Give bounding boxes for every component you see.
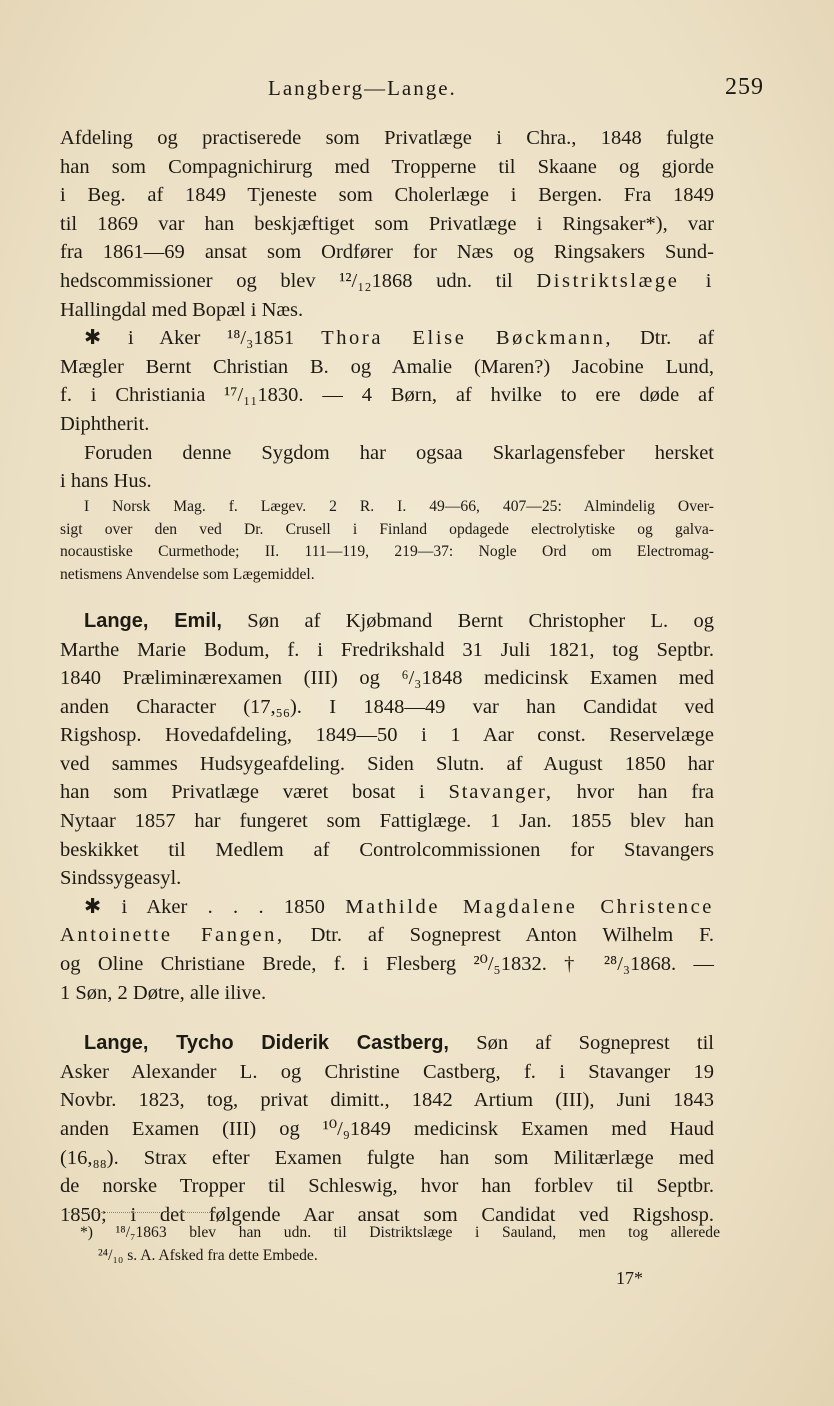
page-number: 259 (725, 74, 764, 100)
spouse-name: Mathilde Magdalene Christence (345, 895, 714, 918)
text-line: fra 1861—69 ansat som Ordfører for Næs og Ringsakers Sund- (60, 241, 714, 264)
references (60, 496, 714, 587)
text-line: Diphtherit. (60, 412, 150, 435)
text-line: beskikket til Medlem af Controlcommissionen for Stavangers (60, 838, 714, 861)
header-title: Langberg—Lange. (268, 76, 457, 100)
entry-name-emil: Lange, Emil, (84, 609, 222, 632)
text-line: Afdeling og practiserede som Privatlæge i Chra., 1848 fulgte (60, 127, 714, 149)
spacer (60, 587, 714, 607)
page-body (60, 124, 714, 1229)
spacer (60, 1007, 714, 1029)
text-line: (16,₈₈). Strax efter Examen fulgte han som Militærlæge med (60, 1146, 714, 1169)
marriage-lead: ✱ i Aker ¹⁸/₃1851 (84, 327, 295, 350)
text-line (60, 267, 714, 296)
text-line: til 1869 var han beskjæftiget som Privatlæge i Ringsaker*), var (60, 212, 714, 235)
text-line: Hallingdal med Bopæl i Næs. (60, 298, 304, 321)
entry-heading-line (60, 1029, 714, 1058)
text-line: Mægler Bernt Christian B. og Amalie (Maren?) Jacobine Lund, (60, 355, 714, 378)
text-line: anden Examen (III) og ¹⁰/₉1849 medicinsk Examen med Haud (60, 1118, 714, 1140)
spouse-name: Thora Elise Bøckmann, (321, 327, 614, 350)
footnote-line: *) ¹⁸/₇1863 blev han udn. til Distriktslæge i Sauland, men tog allerede (80, 1224, 720, 1241)
text-fragment: Søn af Sogneprest til (476, 1032, 715, 1055)
text-line: Sindssygeasyl. (60, 867, 182, 890)
footnote-rule (68, 1212, 218, 1214)
footnote (80, 1222, 720, 1268)
text-line: ved sammes Hudsygeafdeling. Siden Slutn. af August 1850 har (60, 752, 714, 775)
text-line: 1 Søn, 2 Døtre, alle ilive. (60, 981, 267, 1004)
entry-name-tycho: Lange, Tycho Diderik Castberg, (84, 1032, 449, 1055)
text-line: anden Character (17,₅₆). I 1848—49 var han Candidat ved (60, 695, 714, 718)
reference-line: sigt over den ved Dr. Crusell i Finland opdagede electrolytiske og galva- (60, 520, 714, 538)
text-line: 1850; i det følgende Aar ansat som Candidat ved Rigshosp. (60, 1203, 714, 1226)
text-fragment: Dtr. af Sogneprest Anton Wilhelm F. (310, 924, 715, 947)
text-fragment: Dtr. af (639, 327, 715, 350)
text-line: Rigshosp. Hovedafdeling, 1849—50 i 1 Aar const. Reservelæge (60, 724, 714, 747)
text-line (60, 324, 714, 353)
entry-heading-line (60, 607, 714, 636)
footnote-line: ²⁴/₁₀ s. A. Afsked fra dette Embede. (98, 1246, 318, 1264)
reference-line: netismens Anvendelse som Lægemiddel. (60, 566, 315, 584)
reference-line: nocaustiske Curmethode; II. 111—119, 219—37: Nogle Ord om Electromag- (60, 543, 714, 561)
text-line: Novbr. 1823, tog, privat dimitt., 1842 Artium (III), Juni 1843 (60, 1089, 714, 1112)
text-line: Foruden denne Sygdom har ogsaa Skarlagensfeber hersket (84, 441, 714, 464)
text-fragment: hedscommissioner og blev ¹²/₁₂1868 udn. til (60, 269, 513, 292)
text-line: Marthe Marie Bodum, f. i Fredrikshald 31 Juli 1821, tog Septbr. (60, 638, 714, 661)
spouse-name: Antoinette Fangen, (60, 924, 285, 947)
text-line: de norske Tropper til Schleswig, hvor han forblev til Septbr. (60, 1175, 714, 1198)
signature-mark: 17* (616, 1268, 643, 1288)
text-line: i hans Hus. (60, 470, 152, 493)
text-line (60, 778, 714, 807)
text-line: 1840 Præliminærexamen (III) og ⁶/₃1848 medicinsk Examen med (60, 667, 714, 690)
text-line: han som Compagnichirurg med Tropperne til Skaane og gjorde (60, 155, 714, 178)
reference-line: I Norsk Mag. f. Lægev. 2 R. I. 49—66, 407—25: Almindelig Over- (84, 497, 714, 515)
text-line: f. i Christiania ¹⁷/₁₁1830. — 4 Børn, af hvilke to ere døde af (60, 384, 714, 407)
city-name: Stavanger, (448, 781, 553, 804)
text-fragment: han som Privatlæge været bosat i (60, 781, 425, 804)
running-header (60, 74, 764, 106)
text-line: Asker Alexander L. og Christine Castberg, f. i Stavanger 19 (60, 1060, 714, 1083)
marriage-lead: ✱ i Aker . . . 1850 (84, 895, 325, 918)
text-line (60, 921, 714, 950)
text-line: Nytaar 1857 har fungeret som Fattiglæge. 1 Jan. 1855 blev han (60, 810, 714, 833)
text-line (60, 893, 714, 922)
spaced-text: Distriktslæge i (536, 269, 714, 292)
text-fragment: hvor han fra (576, 781, 715, 804)
text-line: og Oline Christiane Brede, f. i Flesberg ²⁰/₅1832. † ²⁸/₃1868. — (60, 953, 714, 976)
text-line: i Beg. af 1849 Tjeneste som Cholerlæge i Bergen. Fra 1849 (60, 184, 714, 207)
text-fragment: Søn af Kjøbmand Bernt Christopher L. og (247, 609, 714, 632)
